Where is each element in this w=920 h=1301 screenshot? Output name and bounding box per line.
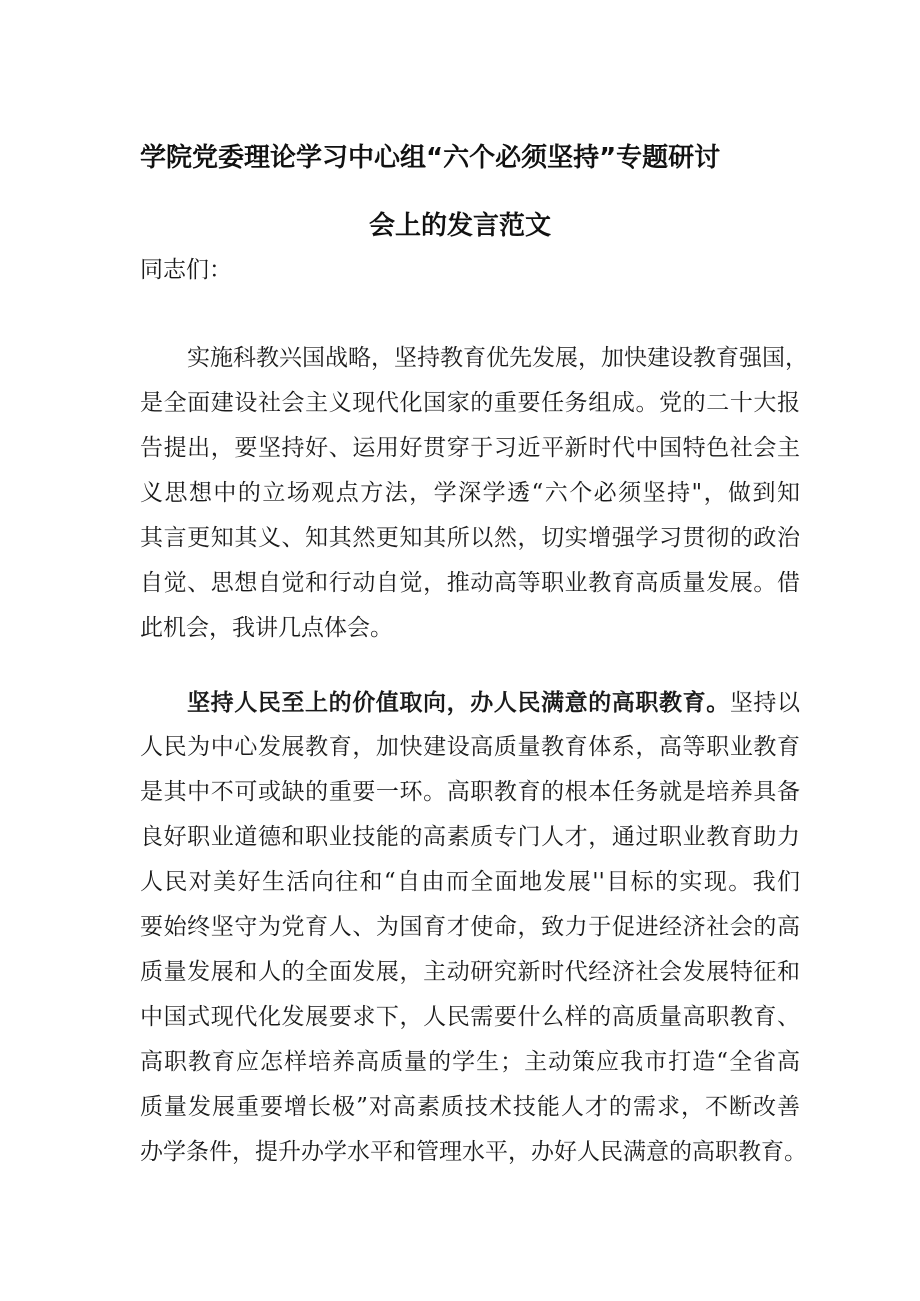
paragraph-line: 人民对美好生活向往和“自由而全面地发展''目标的实现。我们 (140, 869, 800, 895)
paragraph-line: 要始终坚守为党育人、为国育才使命，致力于促进经济社会的高 (140, 914, 800, 940)
paragraph-line: 质量发展重要增长极”对高素质技术技能人才的需求，不断改善 (140, 1094, 800, 1120)
document-title-line-2: 会上的发言范文 (368, 211, 551, 241)
paragraph-line: 办学条件，提升办学水平和管理水平，办好人民满意的高职教育。 (140, 1139, 807, 1165)
paragraph-line: 此机会，我讲几点体会。 (140, 615, 393, 641)
paragraph-1 (140, 336, 808, 651)
paragraph-line: 是全面建设社会主义现代化国家的重要任务组成。党的二十大报 (140, 390, 800, 416)
paragraph-line: 人民为中心发展教育，加快建设高质量教育体系，高等职业教育 (140, 734, 800, 760)
paragraph-line: 自觉、思想自觉和行动自觉，推动高等职业教育高质量发展。借 (140, 570, 800, 596)
salutation: 同志们： (140, 257, 232, 283)
paragraph-first-line (140, 680, 800, 725)
section-heading: 坚持人民至上的价值取向，办人民满意的高职教育。 (187, 689, 730, 716)
paragraph-text: 坚持以 (729, 690, 801, 716)
paragraph-line: 良好职业道德和职业技能的高素质专门人才，通过职业教育助力 (140, 824, 800, 850)
paragraph-line: 高职教育应怎样培养高质量的学生；主动策应我市打造“全省高 (140, 1049, 800, 1075)
paragraph-line: 质量发展和人的全面发展，主动研究新时代经济社会发展特征和 (140, 959, 800, 985)
paragraph-line: 是其中不可或缺的重要一环。高职教育的根本任务就是培养具备 (140, 779, 800, 805)
paragraph-line: 其言更知其义、知其然更知其所以然，切实增强学习贯彻的政治 (140, 525, 800, 551)
paragraph-line: 告提出，要坚持好、运用好贯穿于习近平新时代中国特色社会主 (140, 435, 800, 461)
paragraph-line: 实施科教兴国战略，坚持教育优先发展，加快建设教育强国， (187, 345, 808, 371)
document-title-line-1: 学院党委理论学习中心组“六个必须坚持”专题研讨 (140, 143, 721, 173)
paragraph-line: 中国式现代化发展要求下，人民需要什么样的高质量高职教育、 (140, 1004, 800, 1030)
paragraph-line: 义思想中的立场观点方法，学深学透“六个必须坚持"，做到知 (140, 480, 800, 506)
paragraph-2 (140, 680, 807, 1175)
